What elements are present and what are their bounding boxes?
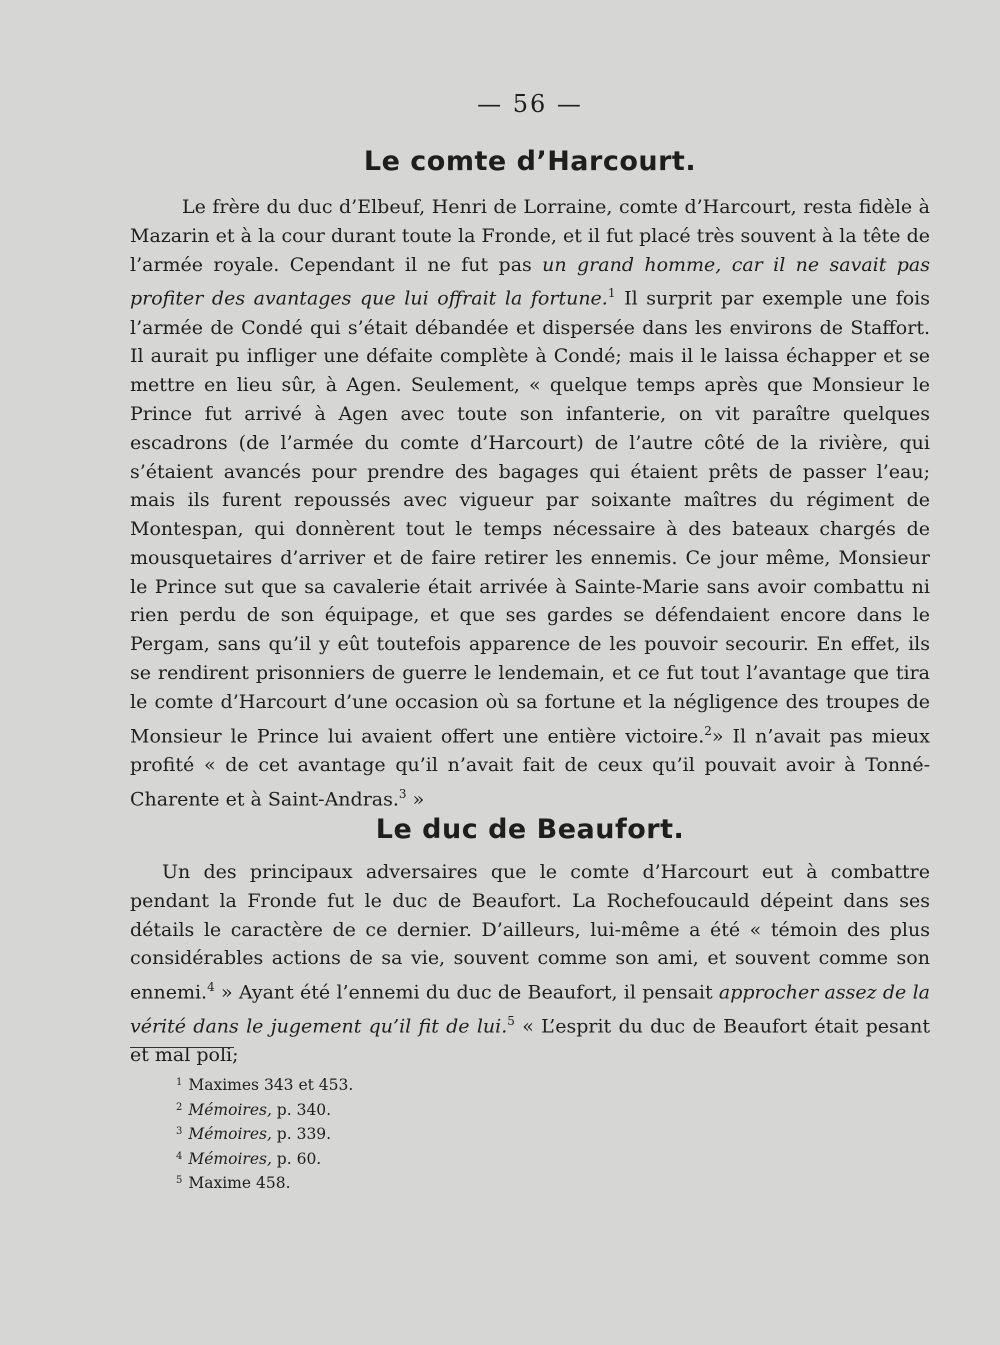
footnote-5 — [176, 1170, 576, 1195]
footnote-italic-text: Mémoires, — [188, 1100, 272, 1119]
footnote-text: Maxime 458. — [188, 1174, 291, 1192]
footnote-number: 2 — [176, 1101, 183, 1113]
paragraph-text: Il surprit par exemple une fois l’armée de Condé qui s’était débandée et dispersée dans les environs de Staffort. Il aurait pu infliger une défaite complète à Condé; mais il le laissa échapper et se mettre en lieu sûr, à Agen. Seulement, « quelque temps après que Monsieur le Prince fut arrivé à Agen avec toute son infanterie, on vit paraître quelques escadrons (de l’armée du comte d’Harcourt) de l’autre côté de la rivière, qui s’étaient avancés pour prendre des bagages qui étaient prêts de passer l’eau; mais ils furent repoussés avec vigueur par soixante maîtres du régiment de Montespan, qui donnèrent tout le temps nécessaire à des bateaux chargés de mousquetaires d’arriver et de faire retirer les ennemis. Ce jour même, Monsieur le Prince sut que sa cavalerie était arrivée à Sainte-Marie sans avoir combattu ni rien perdu de son équipage, et que ses gardes se défendaient encore dans le Pergam, sans qu’il y eût toutefois apparence de les pouvoir secourir. En effet, ils se rendirent prisonniers de guerre le lendemain, et ce fut tout l’avantage que tira le comte d’Harcourt d’une occasion où sa fortune et la négligence des troupes de Monsieur le Prince lui avaient offert une entière victoire. — [130, 287, 930, 747]
footnote-italic-text: Mémoires, — [188, 1125, 272, 1143]
section-title-harcourt: Le comte d’Harcourt. — [363, 146, 697, 177]
paragraph-text: » Ayant été l’ennemi du duc de Beaufort, il pensait — [214, 981, 713, 1004]
footnote-ref-4[interactable]: 4 — [207, 980, 215, 995]
footnotes — [176, 1072, 576, 1195]
footnote-text: p. 340. — [271, 1100, 332, 1119]
footnote-ref-3[interactable]: 3 — [398, 786, 407, 801]
footnote-separator — [130, 1047, 234, 1048]
footnote-ref-2[interactable]: 2 — [704, 723, 712, 738]
paragraph-text: » — [406, 787, 425, 810]
footnote-number: 1 — [176, 1077, 183, 1088]
paragraph-beaufort — [130, 858, 930, 1070]
footnote-2 — [176, 1097, 576, 1122]
footnote-1 — [176, 1072, 576, 1097]
paragraph-text: Un des principaux adversaires que le comte d’Harcourt eut à combattre pendant la Fronde fut le duc de Beaufort. La Rochefoucauld dépeint dans ses détails le caractère de ce dernier. D’ailleurs, lui-même a été « témoin des plus considérables actions de sa vie, souvent comme son ami, et souvent comme son ennemi. — [130, 861, 930, 1004]
page-number: — 56 — — [477, 90, 583, 118]
footnote-text: p. 60. — [271, 1149, 322, 1168]
paragraph-harcourt — [130, 193, 930, 814]
paragraph-italic-text: approcher assez de la vérité dans le jugement qu’il fit de lui. — [130, 981, 930, 1038]
paragraph-text: Le frère du duc d’Elbeuf, Henri de Lorraine, comte d’Harcourt, resta fidèle à Mazarin et à la cour durant toute la Fronde, et il fut placé très souvent à la tête de l’armée royale. Cependant il ne fut pas — [130, 196, 930, 276]
footnote-number: 4 — [176, 1150, 183, 1162]
footnote-ref-5[interactable]: 5 — [507, 1014, 515, 1029]
paragraph-text: » Il n’avait pas mieux profité « de cet avantage qu’il n’avait fait de ceux qu’il pouvait avoir à Tonné-Charente et à Saint-Andras. — [130, 725, 930, 810]
footnote-4 — [176, 1146, 576, 1171]
footnote-3 — [176, 1121, 576, 1146]
footnote-italic-text: Mémoires, — [188, 1149, 272, 1168]
paragraph-text: « L’esprit du duc de Beaufort était pesant et mal poli; — [130, 1015, 930, 1067]
footnote-number: 5 — [176, 1175, 183, 1186]
footnote-text: Maximes 343 et 453. — [188, 1076, 354, 1094]
section-title-beaufort: Le duc de Beaufort. — [375, 814, 685, 845]
footnote-number: 3 — [176, 1126, 183, 1137]
footnote-ref-1[interactable]: 1 — [607, 286, 616, 301]
paragraph-italic-text: un grand homme, car il ne savait pas profiter des avantages que lui offrait la fortune. — [130, 253, 930, 310]
footnote-text: p. 339. — [271, 1125, 332, 1143]
